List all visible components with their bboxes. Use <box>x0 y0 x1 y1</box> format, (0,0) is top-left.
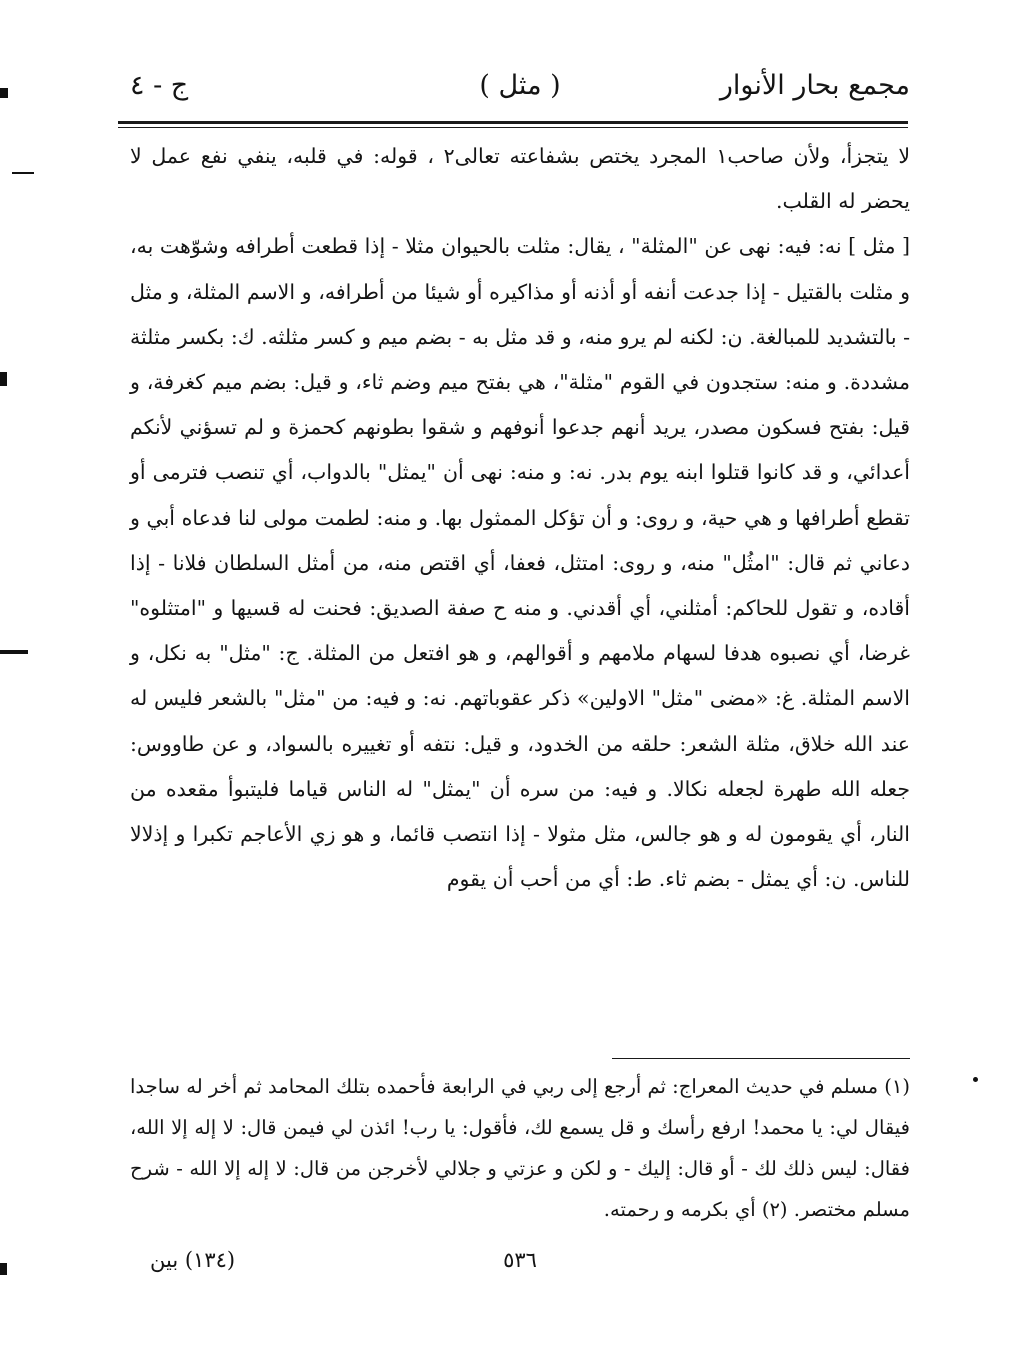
scan-mark <box>0 650 28 654</box>
scan-mark <box>0 1263 7 1275</box>
paragraph-continuation: لا يتجزأ، ولأن صاحب١ المجرد يختص بشفاعته تعالى٢ ، قوله: في قلبه، ينفي نفع عمل لا يحضر له القلب. <box>130 144 911 214</box>
scan-mark <box>0 372 7 386</box>
paragraph-entry-mathal: [ مثل ] نه: فيه: نهى عن "المثلة" ، يقال: مثلت بالحيوان مثلا - إذا قطعت أطرافه وشوّهت به، و مثلت بالقتيل - إذا جدعت أنفه أو أذنه أو مذاكيره أو شيئا من أطرافه، و الاسم المثلة، و مثل - بالتشديد للمبالغة. ن: لكنه لم يرو منه، و قد مثل به - بضم ميم و كسر مثلثه. ك: بكسر مثلثة مشددة. و منه: ستجدون في القوم "مثلة"، هي بفتح ميم وضم ثاء، و قيل: بضم ميم كغرفة، و قيل: بفتح فسكون مصدر، يريد أنهم جدعوا أنوفهم و شقوا بطونهم كحمزة و لم تسؤني لأنكم أعدائي، و قد كانوا قتلوا ابنه يوم بدر. نه: و منه: نهى أن "يمثل" بالدواب، أي تنصب فترمى أو تقطع أطرافها و هي حية، و روى: و أن تؤكل الممثول بها. و منه: لطمت مولى لنا فدعاه أبي و دعاني ثم قال: "امثُل" منه، و روى: امتثل، فعفا، أي اقتص منه، من أمثل السلطان فلانا - إذا أقاده، و تقول للحاكم: أمثلني، أي أقدني. و منه ح صفة الصديق: فحنت له قسيها و "امتثلوه" غرضا، أي نصبوه هدفا لسهام ملامهم و أقوالهم، و هو افتعل من المثلة. ج: "مثل" به نكل، و الاسم المثلة. غ: «مضى "مثل" الاولين» ذكر عقوباتهم. نه: و فيه: من "مثل" بالشعر فليس له عند الله خلاق، مثلة الشعر: حلقه من الخدود، و قيل: نتفه أو تغييره بالسواد، و عن طاووس: جعله الله طهرة لجعله نكالا. و فيه: من سره أن "يمثل" له الناس قياما فليتبوأ مقعده من النار، أي يقومون له و هو جالس، مثل مثولا - إذا انتصب قائما، و هو زي الأعاجم تكبرا و إذلالا للناس. ن: أي يمثل - بضم ثاء. ط: أي من أحب أن يقوم <box>130 234 910 892</box>
scan-mark <box>973 1077 978 1082</box>
footnote-rule <box>612 1058 910 1059</box>
body-text <box>130 134 910 902</box>
scan-mark <box>12 172 34 174</box>
scan-mark <box>0 88 8 98</box>
page-number: ٥٣٦ <box>503 1248 537 1272</box>
entry-heading: ( مثل ) <box>479 70 561 101</box>
signature-mark: (١٣٤) بين <box>150 1248 236 1272</box>
running-header <box>130 70 910 110</box>
footnotes <box>130 1066 910 1230</box>
footnote-text: (١) مسلم في حديث المعراج: ثم أرجع إلى ربي في الرابعة فأحمده بتلك المحامد ثم أخر له ساجدا فيقال لي: يا محمد! ارفع رأسك و قل يسمع لك، فأقول: يا رب! ائذن لي فيمن قال: لا إله إلا الله، فقال: ليس ذلك لك - أو قال: إليك - و لكن و عزتي و جلالي لأخرجن من قال: لا إله إلا الله - شرح مسلم مختصر. (٢) أي بكرمه و رحمته. <box>130 1075 910 1221</box>
book-title: مجمع بحار الأنوار <box>719 70 910 101</box>
header-rule-thin <box>118 127 908 128</box>
header-rule <box>118 121 908 124</box>
volume-label: ج - ٤ <box>130 70 189 101</box>
page-footer <box>130 1248 910 1282</box>
